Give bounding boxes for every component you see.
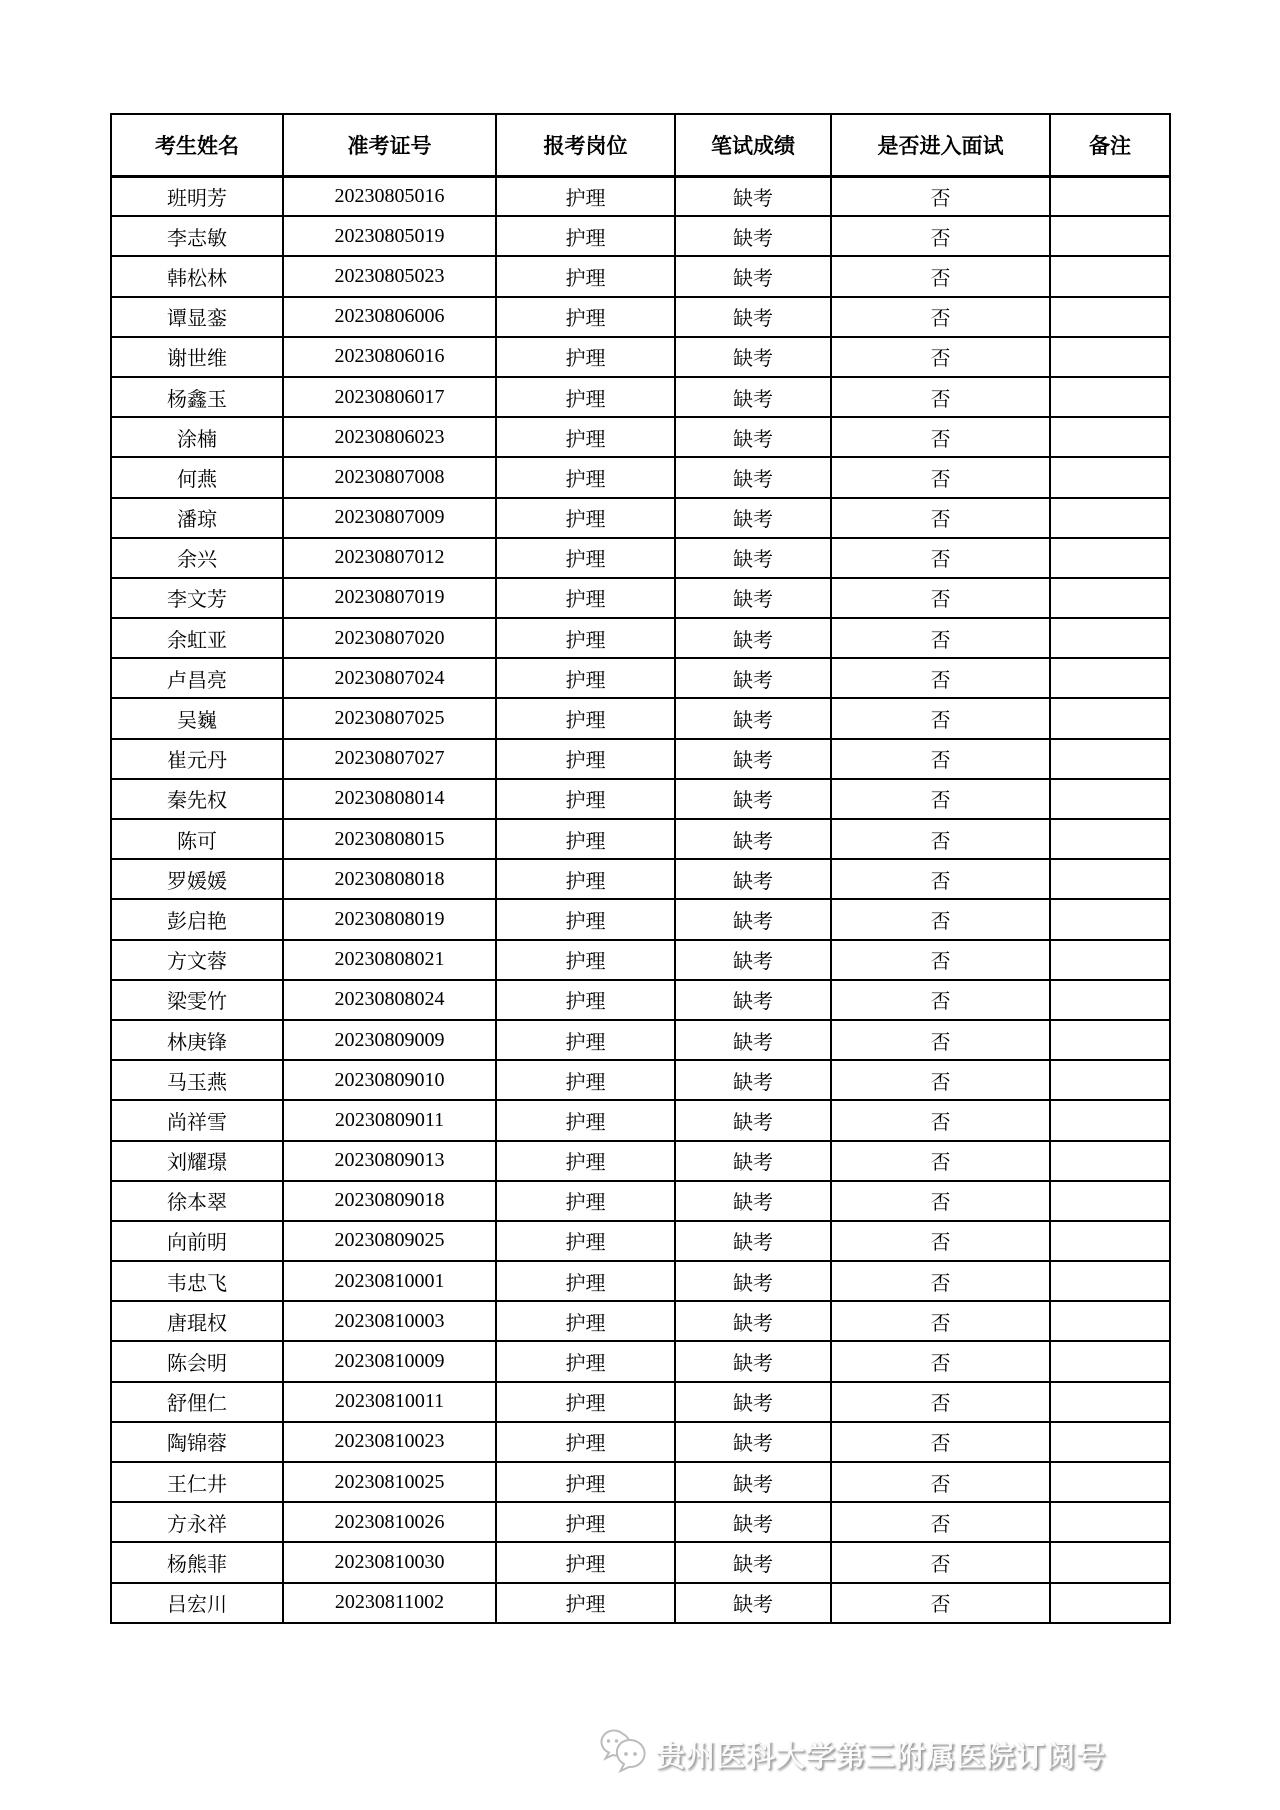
cell-candidate-name: 吴巍 xyxy=(111,698,283,738)
cell-candidate-name: 杨熊菲 xyxy=(111,1542,283,1582)
cell-written-score: 缺考 xyxy=(675,1462,831,1502)
cell-remarks xyxy=(1050,538,1170,578)
cell-position: 护理 xyxy=(496,538,675,578)
cell-enter-interview: 否 xyxy=(831,819,1050,859)
cell-enter-interview: 否 xyxy=(831,859,1050,899)
table-row xyxy=(111,1141,1170,1181)
table-row xyxy=(111,1583,1170,1623)
cell-enter-interview: 否 xyxy=(831,1221,1050,1261)
table-row xyxy=(111,819,1170,859)
cell-remarks xyxy=(1050,1583,1170,1623)
cell-remarks xyxy=(1050,1100,1170,1140)
cell-remarks xyxy=(1050,739,1170,779)
cell-ticket-number: 20230808018 xyxy=(283,859,496,899)
cell-written-score: 缺考 xyxy=(675,297,831,337)
cell-remarks xyxy=(1050,457,1170,497)
table-row xyxy=(111,1060,1170,1100)
cell-remarks xyxy=(1050,216,1170,256)
cell-position: 护理 xyxy=(496,1020,675,1060)
cell-ticket-number: 20230806017 xyxy=(283,377,496,417)
cell-position: 护理 xyxy=(496,1422,675,1462)
cell-position: 护理 xyxy=(496,1100,675,1140)
cell-candidate-name: 涂楠 xyxy=(111,417,283,457)
cell-ticket-number: 20230807012 xyxy=(283,538,496,578)
cell-ticket-number: 20230809018 xyxy=(283,1181,496,1221)
cell-written-score: 缺考 xyxy=(675,1382,831,1422)
cell-written-score: 缺考 xyxy=(675,618,831,658)
cell-candidate-name: 谢世维 xyxy=(111,337,283,377)
table-row xyxy=(111,1422,1170,1462)
table-row xyxy=(111,739,1170,779)
cell-remarks xyxy=(1050,698,1170,738)
cell-ticket-number: 20230809025 xyxy=(283,1221,496,1261)
cell-written-score: 缺考 xyxy=(675,658,831,698)
cell-position: 护理 xyxy=(496,1301,675,1341)
cell-ticket-number: 20230807020 xyxy=(283,618,496,658)
cell-remarks xyxy=(1050,1181,1170,1221)
cell-remarks xyxy=(1050,618,1170,658)
table-row xyxy=(111,1462,1170,1502)
cell-written-score: 缺考 xyxy=(675,1100,831,1140)
column-header-written-score: 笔试成绩 xyxy=(675,114,831,176)
cell-written-score: 缺考 xyxy=(675,1141,831,1181)
cell-enter-interview: 否 xyxy=(831,658,1050,698)
cell-written-score: 缺考 xyxy=(675,377,831,417)
cell-position: 护理 xyxy=(496,1462,675,1502)
cell-position: 护理 xyxy=(496,1341,675,1381)
cell-written-score: 缺考 xyxy=(675,1020,831,1060)
cell-written-score: 缺考 xyxy=(675,417,831,457)
cell-candidate-name: 何燕 xyxy=(111,457,283,497)
table-row xyxy=(111,1301,1170,1341)
cell-position: 护理 xyxy=(496,377,675,417)
table-row xyxy=(111,1542,1170,1582)
cell-enter-interview: 否 xyxy=(831,498,1050,538)
cell-remarks xyxy=(1050,1341,1170,1381)
cell-candidate-name: 崔元丹 xyxy=(111,739,283,779)
cell-enter-interview: 否 xyxy=(831,417,1050,457)
cell-candidate-name: 徐本翠 xyxy=(111,1181,283,1221)
cell-ticket-number: 20230810030 xyxy=(283,1542,496,1582)
table-row xyxy=(111,377,1170,417)
cell-ticket-number: 20230806023 xyxy=(283,417,496,457)
cell-ticket-number: 20230811002 xyxy=(283,1583,496,1623)
results-tbody xyxy=(111,176,1170,1623)
column-header-ticket-number: 准考证号 xyxy=(283,114,496,176)
cell-written-score: 缺考 xyxy=(675,578,831,618)
cell-enter-interview: 否 xyxy=(831,618,1050,658)
cell-candidate-name: 班明芳 xyxy=(111,176,283,216)
cell-ticket-number: 20230809010 xyxy=(283,1060,496,1100)
cell-enter-interview: 否 xyxy=(831,1382,1050,1422)
cell-candidate-name: 王仁井 xyxy=(111,1462,283,1502)
cell-written-score: 缺考 xyxy=(675,819,831,859)
cell-remarks xyxy=(1050,1301,1170,1341)
cell-written-score: 缺考 xyxy=(675,739,831,779)
cell-candidate-name: 方文蓉 xyxy=(111,940,283,980)
cell-remarks xyxy=(1050,337,1170,377)
cell-enter-interview: 否 xyxy=(831,578,1050,618)
cell-enter-interview: 否 xyxy=(831,216,1050,256)
cell-enter-interview: 否 xyxy=(831,698,1050,738)
cell-remarks xyxy=(1050,1141,1170,1181)
table-row xyxy=(111,899,1170,939)
cell-remarks xyxy=(1050,1382,1170,1422)
cell-remarks xyxy=(1050,297,1170,337)
cell-enter-interview: 否 xyxy=(831,1462,1050,1502)
cell-candidate-name: 尚祥雪 xyxy=(111,1100,283,1140)
cell-ticket-number: 20230807008 xyxy=(283,457,496,497)
table-row xyxy=(111,337,1170,377)
cell-enter-interview: 否 xyxy=(831,1301,1050,1341)
cell-position: 护理 xyxy=(496,658,675,698)
table-header-row xyxy=(111,114,1170,176)
table-row xyxy=(111,859,1170,899)
cell-enter-interview: 否 xyxy=(831,1060,1050,1100)
cell-enter-interview: 否 xyxy=(831,940,1050,980)
cell-written-score: 缺考 xyxy=(675,1583,831,1623)
table-row xyxy=(111,256,1170,296)
cell-ticket-number: 20230807025 xyxy=(283,698,496,738)
cell-written-score: 缺考 xyxy=(675,1181,831,1221)
cell-written-score: 缺考 xyxy=(675,940,831,980)
cell-written-score: 缺考 xyxy=(675,256,831,296)
cell-ticket-number: 20230805019 xyxy=(283,216,496,256)
cell-candidate-name: 潘琼 xyxy=(111,498,283,538)
table-row xyxy=(111,538,1170,578)
cell-ticket-number: 20230810026 xyxy=(283,1502,496,1542)
cell-ticket-number: 20230808019 xyxy=(283,899,496,939)
cell-written-score: 缺考 xyxy=(675,216,831,256)
cell-written-score: 缺考 xyxy=(675,779,831,819)
cell-written-score: 缺考 xyxy=(675,1542,831,1582)
cell-ticket-number: 20230807009 xyxy=(283,498,496,538)
cell-enter-interview: 否 xyxy=(831,739,1050,779)
cell-enter-interview: 否 xyxy=(831,297,1050,337)
cell-position: 护理 xyxy=(496,1221,675,1261)
cell-enter-interview: 否 xyxy=(831,1341,1050,1381)
cell-position: 护理 xyxy=(496,457,675,497)
cell-candidate-name: 余虹亚 xyxy=(111,618,283,658)
cell-remarks xyxy=(1050,940,1170,980)
cell-position: 护理 xyxy=(496,417,675,457)
cell-enter-interview: 否 xyxy=(831,1542,1050,1582)
cell-ticket-number: 20230808015 xyxy=(283,819,496,859)
cell-remarks xyxy=(1050,417,1170,457)
cell-candidate-name: 陈会明 xyxy=(111,1341,283,1381)
cell-enter-interview: 否 xyxy=(831,1020,1050,1060)
cell-candidate-name: 陶锦蓉 xyxy=(111,1422,283,1462)
cell-position: 护理 xyxy=(496,216,675,256)
cell-candidate-name: 陈可 xyxy=(111,819,283,859)
cell-enter-interview: 否 xyxy=(831,337,1050,377)
cell-candidate-name: 卢昌亮 xyxy=(111,658,283,698)
column-header-remarks: 备注 xyxy=(1050,114,1170,176)
cell-enter-interview: 否 xyxy=(831,256,1050,296)
cell-written-score: 缺考 xyxy=(675,980,831,1020)
cell-written-score: 缺考 xyxy=(675,498,831,538)
cell-position: 护理 xyxy=(496,698,675,738)
cell-candidate-name: 林庚锋 xyxy=(111,1020,283,1060)
cell-ticket-number: 20230807019 xyxy=(283,578,496,618)
cell-position: 护理 xyxy=(496,819,675,859)
cell-enter-interview: 否 xyxy=(831,1502,1050,1542)
cell-ticket-number: 20230806016 xyxy=(283,337,496,377)
cell-enter-interview: 否 xyxy=(831,1181,1050,1221)
cell-remarks xyxy=(1050,980,1170,1020)
table-row xyxy=(111,980,1170,1020)
cell-ticket-number: 20230809009 xyxy=(283,1020,496,1060)
column-header-candidate-name: 考生姓名 xyxy=(111,114,283,176)
cell-enter-interview: 否 xyxy=(831,1422,1050,1462)
cell-position: 护理 xyxy=(496,1502,675,1542)
cell-position: 护理 xyxy=(496,256,675,296)
cell-written-score: 缺考 xyxy=(675,457,831,497)
cell-written-score: 缺考 xyxy=(675,538,831,578)
cell-remarks xyxy=(1050,1542,1170,1582)
cell-written-score: 缺考 xyxy=(675,1221,831,1261)
cell-enter-interview: 否 xyxy=(831,1261,1050,1301)
table-row xyxy=(111,1221,1170,1261)
cell-remarks xyxy=(1050,899,1170,939)
cell-ticket-number: 20230809011 xyxy=(283,1100,496,1140)
cell-ticket-number: 20230808014 xyxy=(283,779,496,819)
table-row xyxy=(111,417,1170,457)
cell-remarks xyxy=(1050,256,1170,296)
cell-remarks xyxy=(1050,859,1170,899)
wechat-official-account-icon xyxy=(596,1729,648,1780)
cell-candidate-name: 秦先权 xyxy=(111,779,283,819)
table-row xyxy=(111,578,1170,618)
wechat-account-name: 贵州医科大学第三附属医院订阅号 xyxy=(656,1741,1107,1773)
cell-position: 护理 xyxy=(496,1382,675,1422)
cell-remarks xyxy=(1050,377,1170,417)
cell-position: 护理 xyxy=(496,859,675,899)
cell-enter-interview: 否 xyxy=(831,176,1050,216)
exam-results-table xyxy=(110,113,1171,1624)
cell-position: 护理 xyxy=(496,940,675,980)
cell-remarks xyxy=(1050,1060,1170,1100)
table-row xyxy=(111,1382,1170,1422)
cell-remarks xyxy=(1050,176,1170,216)
cell-remarks xyxy=(1050,1462,1170,1502)
cell-candidate-name: 谭显銮 xyxy=(111,297,283,337)
cell-candidate-name: 马玉燕 xyxy=(111,1060,283,1100)
cell-position: 护理 xyxy=(496,337,675,377)
cell-ticket-number: 20230805023 xyxy=(283,256,496,296)
cell-written-score: 缺考 xyxy=(675,859,831,899)
table-row xyxy=(111,1341,1170,1381)
cell-written-score: 缺考 xyxy=(675,1301,831,1341)
table-row xyxy=(111,176,1170,216)
cell-position: 护理 xyxy=(496,1261,675,1301)
cell-written-score: 缺考 xyxy=(675,1341,831,1381)
cell-candidate-name: 余兴 xyxy=(111,538,283,578)
cell-ticket-number: 20230810009 xyxy=(283,1341,496,1381)
table-row xyxy=(111,1502,1170,1542)
cell-ticket-number: 20230808024 xyxy=(283,980,496,1020)
cell-position: 护理 xyxy=(496,297,675,337)
cell-candidate-name: 韦忠飞 xyxy=(111,1261,283,1301)
cell-enter-interview: 否 xyxy=(831,538,1050,578)
cell-position: 护理 xyxy=(496,899,675,939)
cell-written-score: 缺考 xyxy=(675,1502,831,1542)
cell-candidate-name: 向前明 xyxy=(111,1221,283,1261)
cell-written-score: 缺考 xyxy=(675,698,831,738)
cell-written-score: 缺考 xyxy=(675,176,831,216)
table-row xyxy=(111,1100,1170,1140)
cell-enter-interview: 否 xyxy=(831,779,1050,819)
cell-written-score: 缺考 xyxy=(675,1060,831,1100)
cell-position: 护理 xyxy=(496,578,675,618)
cell-candidate-name: 梁雯竹 xyxy=(111,980,283,1020)
cell-candidate-name: 罗媛媛 xyxy=(111,859,283,899)
cell-written-score: 缺考 xyxy=(675,1261,831,1301)
cell-candidate-name: 刘耀璟 xyxy=(111,1141,283,1181)
cell-candidate-name: 李志敏 xyxy=(111,216,283,256)
table-row xyxy=(111,940,1170,980)
cell-ticket-number: 20230810011 xyxy=(283,1382,496,1422)
cell-position: 护理 xyxy=(496,779,675,819)
cell-remarks xyxy=(1050,779,1170,819)
cell-candidate-name: 杨鑫玉 xyxy=(111,377,283,417)
cell-position: 护理 xyxy=(496,1060,675,1100)
cell-position: 护理 xyxy=(496,1141,675,1181)
cell-remarks xyxy=(1050,578,1170,618)
cell-ticket-number: 20230810003 xyxy=(283,1301,496,1341)
table-row xyxy=(111,1261,1170,1301)
cell-remarks xyxy=(1050,1221,1170,1261)
wechat-account-watermark xyxy=(596,1729,1106,1780)
cell-position: 护理 xyxy=(496,498,675,538)
table-row xyxy=(111,698,1170,738)
cell-remarks xyxy=(1050,498,1170,538)
cell-candidate-name: 方永祥 xyxy=(111,1502,283,1542)
cell-position: 护理 xyxy=(496,980,675,1020)
cell-enter-interview: 否 xyxy=(831,1141,1050,1181)
table-row xyxy=(111,297,1170,337)
cell-candidate-name: 韩松林 xyxy=(111,256,283,296)
cell-written-score: 缺考 xyxy=(675,337,831,377)
column-header-enter-interview: 是否进入面试 xyxy=(831,114,1050,176)
cell-ticket-number: 20230810001 xyxy=(283,1261,496,1301)
cell-position: 护理 xyxy=(496,1583,675,1623)
cell-position: 护理 xyxy=(496,176,675,216)
cell-enter-interview: 否 xyxy=(831,377,1050,417)
cell-ticket-number: 20230810025 xyxy=(283,1462,496,1502)
cell-remarks xyxy=(1050,1422,1170,1462)
table-row xyxy=(111,216,1170,256)
cell-remarks xyxy=(1050,1502,1170,1542)
cell-enter-interview: 否 xyxy=(831,1583,1050,1623)
cell-remarks xyxy=(1050,1261,1170,1301)
cell-ticket-number: 20230805016 xyxy=(283,176,496,216)
cell-written-score: 缺考 xyxy=(675,1422,831,1462)
table-row xyxy=(111,618,1170,658)
cell-candidate-name: 唐琨权 xyxy=(111,1301,283,1341)
cell-candidate-name: 舒俚仁 xyxy=(111,1382,283,1422)
cell-candidate-name: 李文芳 xyxy=(111,578,283,618)
table-row xyxy=(111,658,1170,698)
cell-ticket-number: 20230810023 xyxy=(283,1422,496,1462)
cell-candidate-name: 彭启艳 xyxy=(111,899,283,939)
cell-written-score: 缺考 xyxy=(675,899,831,939)
table-row xyxy=(111,779,1170,819)
column-header-position: 报考岗位 xyxy=(496,114,675,176)
cell-position: 护理 xyxy=(496,618,675,658)
cell-ticket-number: 20230807027 xyxy=(283,739,496,779)
cell-enter-interview: 否 xyxy=(831,457,1050,497)
cell-position: 护理 xyxy=(496,1542,675,1582)
cell-enter-interview: 否 xyxy=(831,1100,1050,1140)
cell-ticket-number: 20230808021 xyxy=(283,940,496,980)
cell-remarks xyxy=(1050,658,1170,698)
cell-ticket-number: 20230809013 xyxy=(283,1141,496,1181)
cell-ticket-number: 20230806006 xyxy=(283,297,496,337)
table-row xyxy=(111,498,1170,538)
cell-candidate-name: 吕宏川 xyxy=(111,1583,283,1623)
cell-ticket-number: 20230807024 xyxy=(283,658,496,698)
cell-enter-interview: 否 xyxy=(831,980,1050,1020)
table-row xyxy=(111,1020,1170,1060)
cell-enter-interview: 否 xyxy=(831,899,1050,939)
table-row xyxy=(111,457,1170,497)
cell-remarks xyxy=(1050,1020,1170,1060)
cell-position: 护理 xyxy=(496,739,675,779)
cell-remarks xyxy=(1050,819,1170,859)
cell-position: 护理 xyxy=(496,1181,675,1221)
table-row xyxy=(111,1181,1170,1221)
